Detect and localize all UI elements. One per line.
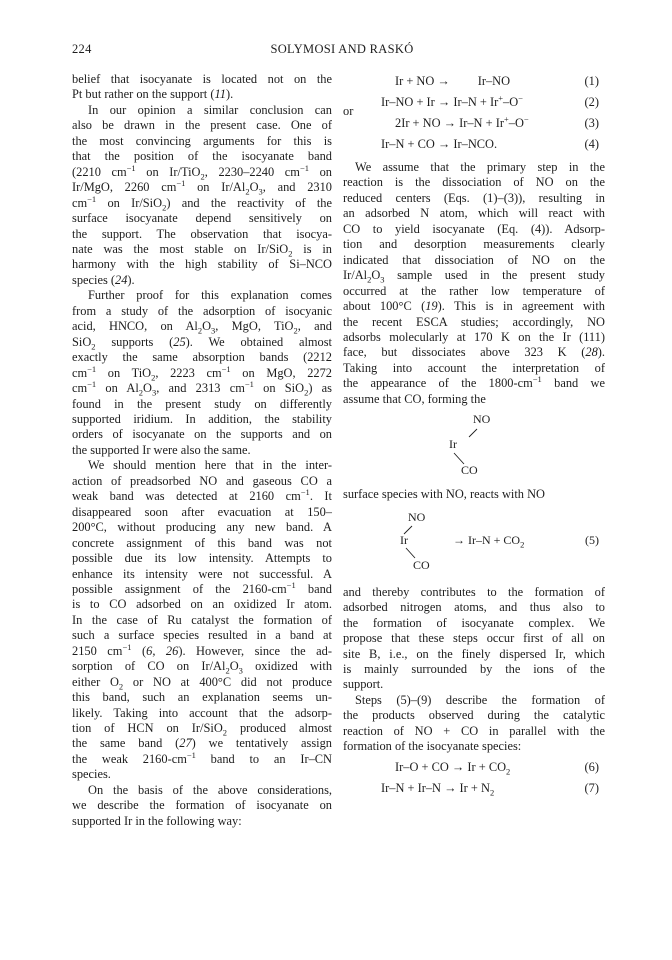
equation-5 [343,503,605,581]
left-column [72,72,332,829]
equation-6 [343,758,605,779]
equation-3 [343,114,605,135]
equation-5-co-label: CO [413,557,430,572]
ir-no-co-structure [343,407,605,485]
text-line: about 100°C (19). This is in agreement with [343,299,605,314]
running-head: SOLYMOSI AND RASKÓ [270,42,414,56]
text-line: indicated that dissociation of NO on the [343,252,605,267]
text-line: the products observed during the catalytic [343,708,605,723]
text-line: either $O_2$ or NO at 400°C did not produce [72,674,332,692]
structure-no-label: NO [473,412,491,427]
right-column [343,72,605,800]
text-line: an adsorbed N atom, which will react with [343,206,605,221]
equation-7-number: (7) [584,780,599,795]
equation-block-6-7 [343,758,605,800]
text-line: exactly the same absorption bands (2212 [72,350,332,365]
right-mid-line: surface species with NO, reacts with NO [343,487,545,502]
text-line: such a surface species resulted in a band at [72,628,332,643]
text-line: concrete assignment of this band was not [72,535,332,550]
text-line: acid, HNCO, on $Al_2O_3$, MgO, TiO$_2$, and [72,319,332,336]
text-line: this band, such an explanation seems un- [72,690,332,705]
text-line: the most convincing arguments for this is [72,133,332,148]
equation-7-expr: $Ir-N + Ir-N \to Ir + N_2$ [381,780,495,798]
text-line: we describe the formation of isocyanate on [72,798,332,813]
equation-6-number: (6) [584,759,599,774]
text-line: the same band (27) we tentatively assign [72,736,332,751]
text-line: also be drawn in the present case. One of [72,118,332,133]
text-line: the formation of isocyanate complex. We [343,615,605,630]
text-line: species (24). [72,272,135,287]
text-line: and thereby contributes to the formation of [343,584,605,599]
text-line: supported iridium. In addition, the stability [72,411,332,426]
text-line: support. [343,677,384,692]
structure-co-label: CO [461,463,478,478]
text-line: face, but dissociates above 323 K (28). [343,345,605,360]
right-paragraph-1 [343,160,605,407]
text-line: possible assignment of the $2160-cm^{-1}$ band [72,579,333,596]
text-line: occurred at the rather low temperature of [343,283,605,298]
text-line: $Ir/Al_2O_3$ sample used in the present study [343,268,605,285]
text-line: 200°C, without producing any new band. A [72,520,332,535]
text-line: that the position of the isocyanate band [72,149,332,164]
text-line: possible due its low intensity. Attempts to [72,551,332,566]
text-line: 2150 $cm^{-1}$ (6, 26). However, since the ad- [72,641,333,658]
page-number: 224 [72,42,92,56]
text-line: the support. The observation that isocya- [72,226,332,241]
text-line: (2210 $cm^{-1}$ on Ir/TiO$_2$, 2230–2240 $cm^{-1}$ on [72,162,332,182]
equation-4-expr: Ir–N + CO → Ir–NCO. [381,137,498,151]
equation-3-number: (3) [584,116,599,130]
text-line: Ir/MgO, 2260 $cm^{-1}$ on $Ir/Al_2O_3$, and 2310 [72,178,332,197]
text-line: adsorbed nitrogen atoms, and thus also to [343,600,605,615]
text-line: tion and desorption measurements clearly [343,237,605,252]
equation-2-expr: Ir–NO + Ir → Ir–N + Ir+–O− [381,92,523,109]
equation-2-number: (2) [584,95,599,109]
equation-4-number: (4) [584,137,599,151]
text-line: Further proof for this explanation comes [88,288,332,303]
equation-5-number: (5) [585,532,599,547]
text-line: from a study of the adsorption of isocyanic [72,303,332,318]
text-line: belief that isocyanate is located not on the [72,72,332,86]
text-line: Pt but rather on the support (11). [72,87,234,102]
text-line: sorption of CO on $Ir/Al_2O_3$ oxidized with [72,659,333,676]
text-line: reaction of NO + CO in parallel with the [343,723,605,738]
equation-1-expr: Ir + NO → Ir–NO [395,74,511,88]
text-line: assume that CO, forming the [343,391,486,406]
text-line: disappeared soon after evacuation at 150– [72,504,332,519]
text-line: propose that these steps occur first of all on [343,631,605,646]
equation-5-product: → $Ir-N + CO_2$ [453,532,525,550]
equation-7 [343,779,605,800]
text-line: CO to yield isocyanate (Eq. (4)). Adsorp- [343,221,605,236]
text-line: the recent ESCA studies; accordingly, NO [343,314,605,329]
text-line: orders of isocyanate on the supports and on [72,427,332,442]
text-line: likely. Taking into account that the adsorp- [72,705,332,720]
equation-block-1-4 [343,72,605,160]
text-line: adsorbs molecularly at 170 K on the Ir (111) [343,329,605,344]
text-line: species. [72,767,111,782]
text-line: the weak $2160-cm^{-1}$ band to an Ir–CN [72,749,332,766]
text-line: the supported Ir were also the same. [72,442,251,457]
text-line: $cm^{-1}$ on TiO$_2$, 2223 $cm^{-1}$ on MgO, 2272 [72,363,332,383]
text-line: Steps (5)–(9) describe the formation of [355,692,605,707]
text-line: Taking into account the interpretation of [343,360,605,375]
text-line: found in the present study on differently [72,396,332,411]
text-line: site B, i.e., on the finely dispersed Ir, which [343,646,605,661]
text-line: $cm^{-1}$ on $Al_2O_3$, and 2313 $cm^{-1}$ on SiO$_2$) as [72,378,333,398]
text-line: reduced centers (Eqs. (1)–(3)), resulting in [343,190,605,205]
equation-1-number: (1) [584,74,599,88]
equation-5-no-label: NO [408,509,426,524]
text-line: In our opinion a similar conclusion can [88,102,332,117]
text-line: In the case of Ru catalyst the formation of [72,612,332,627]
equation-3-expr: 2Ir + NO → Ir–N + Ir+–O− [395,113,529,130]
text-line: We should mention here that in the inter- [88,458,332,473]
structure-ir-label: Ir [449,437,457,452]
or-word: or [343,104,354,118]
text-line: is mainly surrounded by the ions of the [343,661,605,676]
text-line: reaction is the dissociation of NO on the [343,175,605,190]
text-line: action of preadsorbed NO and gaseous CO a [72,473,332,488]
text-line: is to CO adsorbed on an oxidized Ir atom. [72,597,332,612]
equation-4 [343,135,605,160]
text-line: weak band was detected at 2160 $cm^{-1}$. It [72,487,333,504]
text-line: enhance its intensity were not successful. A [72,566,332,581]
page-header [72,42,612,58]
text-line: harmony with the high stability of Si–NCO [72,257,332,272]
equation-2 [343,93,605,114]
equation-1 [343,72,605,93]
text-line: formation of the isocyanate species: [343,739,522,754]
text-line: surface isocyanate depend sensitively on [72,211,332,226]
text-line: supported Ir in the following way: [72,813,242,828]
text-line: nate was the most stable on Ir/SiO$_2$ is in [72,241,332,259]
right-paragraph-2 [343,585,605,755]
equation-5-ir-label: Ir [400,532,408,547]
text-line: tion of HCN on Ir/SiO$_2$ produced almost [72,721,332,738]
text-line: the appearance of the $1800-cm^{-1}$ band we [343,374,605,391]
text-line: SiO$_2$ supports (25). We obtained almost [72,334,332,352]
text-line: On the basis of the above considerations, [88,782,332,797]
equation-6-expr: Ir–O + CO → $Ir + CO_2$ [395,759,511,777]
text-line: We assume that the primary step in the [355,160,605,174]
text-line: $cm^{-1}$ on Ir/SiO$_2$) and the reactivity of the [72,193,332,213]
